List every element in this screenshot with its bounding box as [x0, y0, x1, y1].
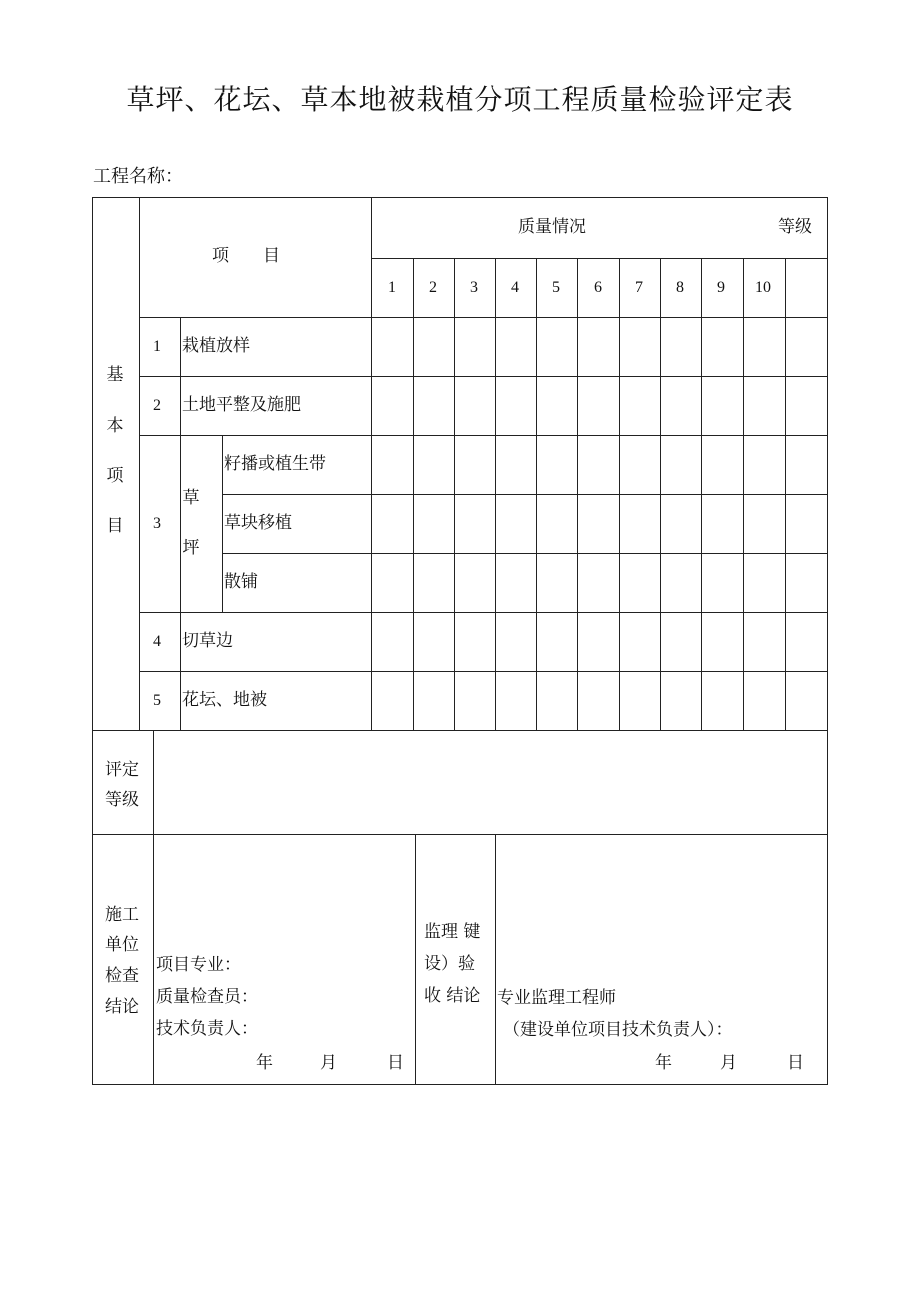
column-number: 2 [429, 279, 437, 296]
basic-items-label-char: 本 [106, 416, 124, 436]
grid-line [222, 435, 223, 613]
column-number: 10 [755, 279, 771, 296]
column-number: 5 [552, 279, 560, 296]
quality-inspector-label: 质量检查员： [156, 987, 258, 1007]
project-name-label: 工程名称： [93, 166, 183, 187]
grid-line [371, 258, 828, 259]
rating-field[interactable] [154, 731, 827, 834]
item-number: 1 [153, 338, 161, 355]
column-number: 3 [470, 279, 478, 296]
column-number: 1 [388, 279, 396, 296]
basic-items-label-char: 项 [106, 466, 124, 486]
grid-line [139, 435, 828, 436]
item-number: 4 [153, 633, 161, 650]
grid-line [139, 197, 140, 731]
grid-line [577, 258, 578, 731]
project-specialty-label: 项目专业： [156, 955, 241, 975]
basic-items-label-char: 基 [106, 365, 124, 385]
column-number: 8 [676, 279, 684, 296]
grid-line [139, 671, 828, 672]
grid-line [454, 258, 455, 731]
header-grade: 等级 [778, 217, 812, 237]
grid-line [619, 258, 620, 731]
grid-line [536, 258, 537, 731]
date-year: 年 [655, 1053, 672, 1073]
grid-line [495, 258, 496, 731]
subitem-name: 籽播或植生带 [224, 454, 326, 474]
table-border-top [92, 197, 828, 198]
grid-line [785, 258, 786, 731]
header-item: 项 目 [212, 246, 280, 266]
column-number: 7 [635, 279, 643, 296]
document-title: 草坪、花坛、草本地被栽植分项工程质量检验评定表 [126, 83, 794, 116]
supervision-conclusion-field[interactable] [496, 835, 827, 1084]
item-name: 花坛、地被 [182, 690, 267, 710]
grid-line [139, 376, 828, 377]
date-day: 日 [787, 1053, 804, 1073]
date-year: 年 [256, 1053, 273, 1073]
column-number: 9 [717, 279, 725, 296]
rating-label-line: 评定 [105, 760, 139, 780]
supervision-engineer-label: 专业监理工程师 [497, 988, 616, 1008]
grid-line [222, 553, 828, 554]
column-number: 6 [594, 279, 602, 296]
item-number: 2 [153, 397, 161, 414]
grid-line [180, 317, 181, 731]
table-border-right [827, 197, 828, 1085]
item-name: 栽植放样 [182, 336, 250, 356]
grid-line [139, 317, 828, 318]
subitem-name: 散铺 [224, 572, 258, 592]
grid-line [743, 258, 744, 731]
table-border-left [92, 197, 93, 1085]
item-name: 土地平整及施肥 [182, 395, 301, 415]
grid-line [413, 258, 414, 731]
grid-line [139, 612, 828, 613]
construction-label-line: 结论 [105, 997, 139, 1017]
supervision-label-line: 监理 键 [424, 922, 481, 942]
construction-owner-tech-lead-label: （建设单位项目技术负责人）： [503, 1020, 733, 1040]
supervision-label-line: 设）验 [424, 954, 475, 974]
column-number: 4 [511, 279, 519, 296]
construction-conclusion-field[interactable] [154, 835, 415, 1084]
construction-label-line: 施工 [105, 905, 139, 925]
date-day: 日 [387, 1053, 404, 1073]
header-quality: 质量情况 [518, 217, 586, 237]
supervision-label-line: 收 结论 [424, 986, 481, 1006]
rating-label-line: 等级 [105, 790, 139, 810]
item-name: 切草边 [182, 631, 233, 651]
item-number: 5 [153, 692, 161, 709]
construction-label-line: 单位 [105, 935, 139, 955]
grid-line [222, 494, 828, 495]
grid-line [371, 197, 372, 731]
item-number: 3 [153, 515, 161, 532]
date-month: 月 [320, 1053, 337, 1073]
grid-line [415, 834, 416, 1085]
technical-lead-label: 技术负责人： [156, 1019, 258, 1039]
construction-label-line: 检查 [105, 966, 139, 986]
item-group-char: 坪 [182, 538, 200, 558]
basic-items-label-char: 目 [106, 516, 124, 536]
grid-line [660, 258, 661, 731]
item-group-char: 草 [182, 488, 200, 508]
subitem-name: 草块移植 [224, 513, 292, 533]
grid-line [701, 258, 702, 731]
table-border-bottom [92, 1084, 828, 1085]
date-month: 月 [720, 1053, 737, 1073]
